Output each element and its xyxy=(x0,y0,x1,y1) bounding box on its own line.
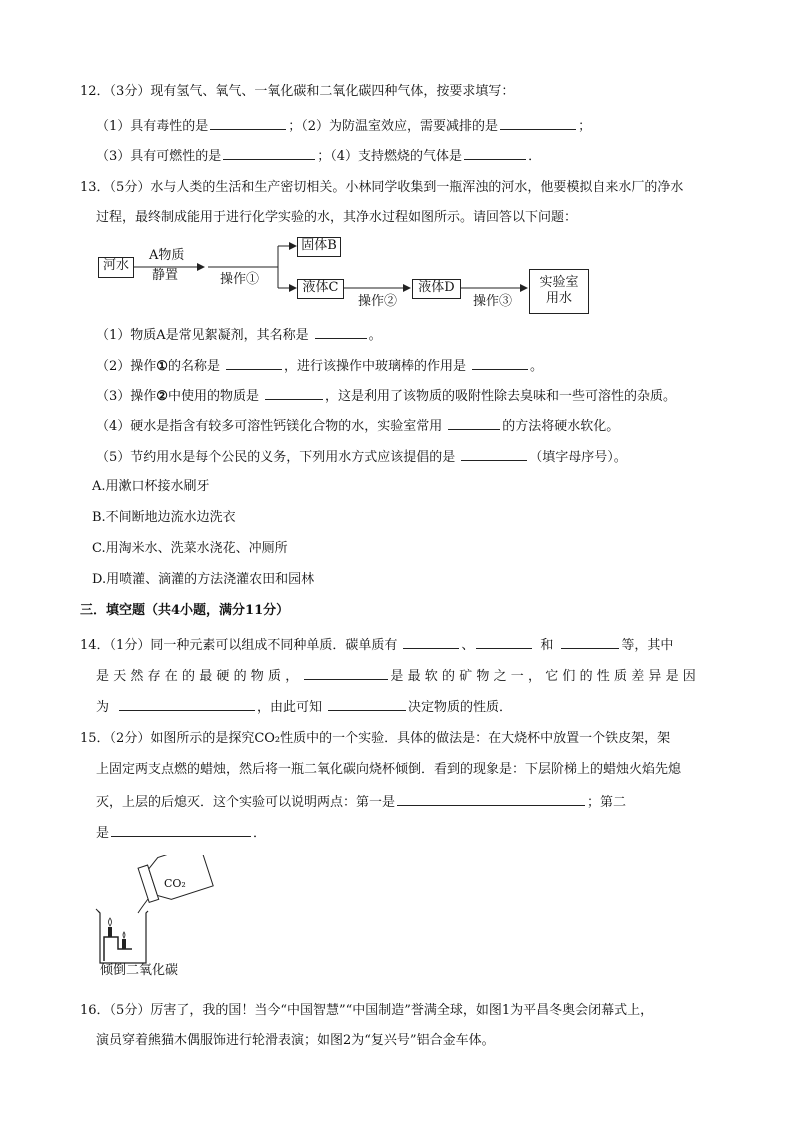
q13-sub4-text2: 的方法将硬水软化。 xyxy=(502,419,620,434)
q15-line3 xyxy=(96,792,626,812)
q14-line2 xyxy=(96,666,700,686)
q13-sub2-text: （2）操作 xyxy=(96,359,157,374)
q13-sub4-text: （4）硬水是指含有较多可溶性钙镁化合物的水，实验室常用 xyxy=(96,419,443,434)
liquid-d-box: 液体D xyxy=(412,279,461,299)
q12-part3: ； xyxy=(578,119,592,134)
option-a: A.用漱口杯接水刷牙 xyxy=(92,479,210,494)
q14-text6: 是最软的矿物之一，它们的性质差异是因 xyxy=(390,669,701,684)
answer-blank[interactable] xyxy=(403,635,459,649)
q15-line4 xyxy=(96,823,266,843)
q13-sub5-text2: （填字母序号）。 xyxy=(529,450,627,465)
answer-blank[interactable] xyxy=(265,386,323,400)
q15-text2: ；第二 xyxy=(587,795,627,810)
lab-water-box xyxy=(529,269,589,314)
q14-text8: ，由此可知 xyxy=(257,700,323,715)
q13-sub3-text: （3）操作 xyxy=(96,389,157,404)
answer-blank[interactable] xyxy=(561,635,619,649)
q13-sub2-text3: ，进行该操作中玻璃棒的作用是 xyxy=(283,359,466,374)
q14-text9: 决定物质的性质． xyxy=(408,700,513,715)
answer-blank[interactable] xyxy=(111,823,251,837)
q15-text4: ． xyxy=(253,826,267,841)
answer-blank[interactable] xyxy=(397,792,585,806)
section-heading: 三．填空题（共4小题，满分11分） xyxy=(80,603,290,618)
q16-line2: 演员穿着熊猫木偶服饰进行轮滑表演；如图2为“复兴号”铝合金车体。 xyxy=(96,1033,495,1048)
q14-line3 xyxy=(96,697,512,717)
q12-part4: （3）具有可燃性的是 xyxy=(96,149,222,164)
q14-text3: 和 xyxy=(540,638,554,653)
q14-line1 xyxy=(80,635,673,655)
q13-sub2-text2: 的名称是 xyxy=(167,359,220,374)
q15-line1: 15．（2分）如图所示的是探究CO₂性质中的一个实验．具体的做法是：在大烧杯中放置一个铁皮架，架 xyxy=(80,731,671,746)
q16-line1: 16．（5分）厉害了，我的国！当今“中国智慧”“中国制造”誉满全球，如图1为平昌冬奥会闭幕式上， xyxy=(80,1003,654,1018)
option-c: C.用淘米水、洗菜水浇花、冲厕所 xyxy=(92,541,288,556)
operation-2-label: 操作② xyxy=(358,294,398,309)
option-d: D.用喷灌、滴灌的方法浇灌农田和园林 xyxy=(92,572,315,587)
q13-sub2-end: 。 xyxy=(529,359,543,374)
settle-label: 静置 xyxy=(152,268,179,283)
q14-text2: 、 xyxy=(461,638,475,653)
q13-sub2 xyxy=(96,356,543,376)
q12-part2: ；（2）为防温室效应，需要减排的是 xyxy=(288,119,499,134)
solid-b-box: 固体B xyxy=(297,237,341,257)
substance-a-label: A物质 xyxy=(149,248,185,263)
q13-sub2-num: ① xyxy=(156,359,168,374)
q13-sub4 xyxy=(96,416,619,436)
liquid-c-box: 液体C xyxy=(297,279,344,299)
q13-sub3 xyxy=(96,386,676,406)
q13-sub5 xyxy=(96,447,627,467)
co2-label: CO₂ xyxy=(164,877,186,890)
q13-sub1-end: 。 xyxy=(368,328,382,343)
q15-line2: 上固定两支点燃的蜡烛，然后将一瓶二氧化碳向烧杯倾倒．看到的现象是：下层阶梯上的蜡烛火焰先熄 xyxy=(96,762,682,777)
answer-blank[interactable] xyxy=(448,416,500,430)
q15-text1: 灭，上层的后熄灭．这个实验可以说明两点：第一是 xyxy=(96,795,396,810)
answer-blank[interactable] xyxy=(328,697,406,711)
option-b: B.不间断地边流水边洗衣 xyxy=(92,510,236,525)
q15-text3: 是 xyxy=(96,826,110,841)
q14-text7: 为 xyxy=(96,700,110,715)
answer-blank[interactable] xyxy=(476,635,532,649)
river-water-box: 河水 xyxy=(98,257,134,278)
q14-text4: 等，其中 xyxy=(621,638,674,653)
q13-sub3-text3: ，这是利用了该物质的吸附性除去臭味和一些可溶性的杂质。 xyxy=(324,389,676,404)
q12-stem: 12．（3分）现有氢气、氧气、一氧化碳和二氧化碳四种气体，按要求填写： xyxy=(80,84,515,99)
beaker-candle-drawing xyxy=(90,855,220,965)
q13-stem-line1: 13．（5分）水与人类的生活和生产密切相关。小林同学收集到一瓶浑浊的河水，他要模拟自来水厂的净水 xyxy=(80,180,684,195)
answer-blank[interactable] xyxy=(119,697,255,711)
q13-sub1 xyxy=(96,325,382,345)
q13-sub5-text: （5）节约用水是每个公民的义务，下列用水方式应该提倡的是 xyxy=(96,450,456,465)
q14-text1: 14．（1分）同一种元素可以组成不同种单质．碳单质有 xyxy=(80,638,398,653)
q12-part6: ． xyxy=(528,149,542,164)
q13-stem-line2: 过程，最终制成能用于进行化学实验的水，其净水过程如图所示。请回答以下问题： xyxy=(96,210,578,225)
q12-part1: （1）具有毒性的是 xyxy=(96,119,209,134)
answer-blank[interactable] xyxy=(315,325,367,339)
q13-sub1-text: （1）物质A是常见絮凝剂，其名称是 xyxy=(96,328,309,343)
q12-part5: ；（4）支持燃烧的气体是 xyxy=(317,149,463,164)
operation-1-label: 操作① xyxy=(220,272,260,287)
q14-text5: 是天然存在的最硬的物质， xyxy=(96,669,303,684)
answer-blank[interactable] xyxy=(304,666,388,680)
flow-arrows xyxy=(0,0,794,330)
operation-3-label: 操作③ xyxy=(473,294,513,309)
answer-blank[interactable] xyxy=(461,447,527,461)
lab-water-line1: 实验室 xyxy=(539,275,579,290)
answer-blank[interactable] xyxy=(472,356,528,370)
lab-water-line2: 用水 xyxy=(545,291,572,306)
answer-blank[interactable] xyxy=(226,356,282,370)
q13-sub3-num: ② xyxy=(156,389,168,404)
q13-sub3-text2: 中使用的物质是 xyxy=(167,389,259,404)
illustration-caption: 倾倒二氧化碳 xyxy=(100,963,179,978)
